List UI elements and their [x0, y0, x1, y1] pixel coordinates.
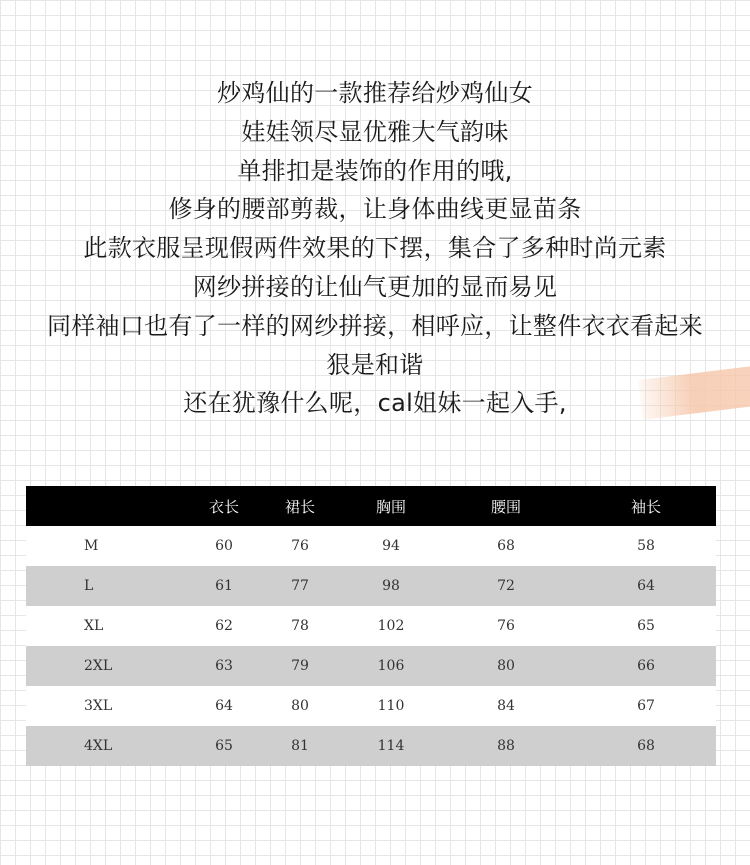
table-row [26, 726, 716, 766]
header-length: 衣长 [166, 486, 254, 526]
header-bust: 胸围 [346, 486, 436, 526]
bust-cell: 106 [346, 646, 436, 686]
sleeve-cell: 66 [576, 646, 716, 686]
length-cell: 63 [166, 646, 254, 686]
size-chart-header-row [26, 486, 716, 526]
bust-cell: 98 [346, 566, 436, 606]
waist-cell: 80 [436, 646, 576, 686]
description-line: 炒鸡仙的一款推荐给炒鸡仙女 [217, 79, 533, 107]
table-row [26, 566, 716, 606]
size-cell: 4XL [26, 726, 166, 766]
header-sleeve: 袖长 [576, 486, 716, 526]
product-description [0, 74, 750, 423]
bust-cell: 110 [346, 686, 436, 726]
header-waist: 腰围 [436, 486, 576, 526]
bust-cell: 102 [346, 606, 436, 646]
description-line: 网纱拼接的让仙气更加的显而易见 [192, 272, 558, 301]
size-cell: XL [26, 606, 166, 646]
table-row [26, 526, 716, 566]
description-line: 同样袖口也有了一样的网纱拼接，相呼应，让整件衣衣看起来 [46, 311, 704, 340]
sleeve-cell: 65 [576, 606, 716, 646]
table-row [26, 646, 716, 686]
waist-cell: 68 [436, 526, 576, 566]
skirt-length-cell: 81 [254, 726, 346, 766]
skirt-length-cell: 80 [254, 686, 346, 726]
size-cell: M [26, 526, 166, 566]
bust-cell: 94 [346, 526, 436, 566]
bust-cell: 114 [346, 726, 436, 766]
description-line: 狠是和谐 [326, 350, 424, 379]
waist-cell: 88 [436, 726, 576, 766]
description-line: 此款衣服呈现假两件效果的下摆，集合了多种时尚元素 [83, 234, 667, 263]
header-size [26, 486, 166, 526]
sleeve-cell: 68 [576, 726, 716, 766]
size-cell: 3XL [26, 686, 166, 726]
length-cell: 60 [166, 526, 254, 566]
table-row [26, 686, 716, 726]
skirt-length-cell: 79 [254, 646, 346, 686]
description-line: 还在犹豫什么呢，cal姐妹一起入手, [183, 389, 567, 418]
size-cell: 2XL [26, 646, 166, 686]
size-cell: L [26, 566, 166, 606]
length-cell: 64 [166, 686, 254, 726]
sleeve-cell: 58 [576, 526, 716, 566]
description-line: 单排扣是装饰的作用的哦, [237, 156, 513, 185]
length-cell: 62 [166, 606, 254, 646]
description-line: 娃娃领尽显优雅大气韵味 [241, 117, 509, 146]
header-skirt-length: 裙长 [254, 486, 346, 526]
skirt-length-cell: 78 [254, 606, 346, 646]
length-cell: 61 [166, 566, 254, 606]
description-line: 修身的腰部剪裁，让身体曲线更显苗条 [168, 195, 582, 224]
waist-cell: 84 [436, 686, 576, 726]
sleeve-cell: 67 [576, 686, 716, 726]
sleeve-cell: 64 [576, 566, 716, 606]
waist-cell: 72 [436, 566, 576, 606]
length-cell: 65 [166, 726, 254, 766]
skirt-length-cell: 76 [254, 526, 346, 566]
size-chart-table [26, 486, 716, 766]
waist-cell: 76 [436, 606, 576, 646]
skirt-length-cell: 77 [254, 566, 346, 606]
table-row [26, 606, 716, 646]
